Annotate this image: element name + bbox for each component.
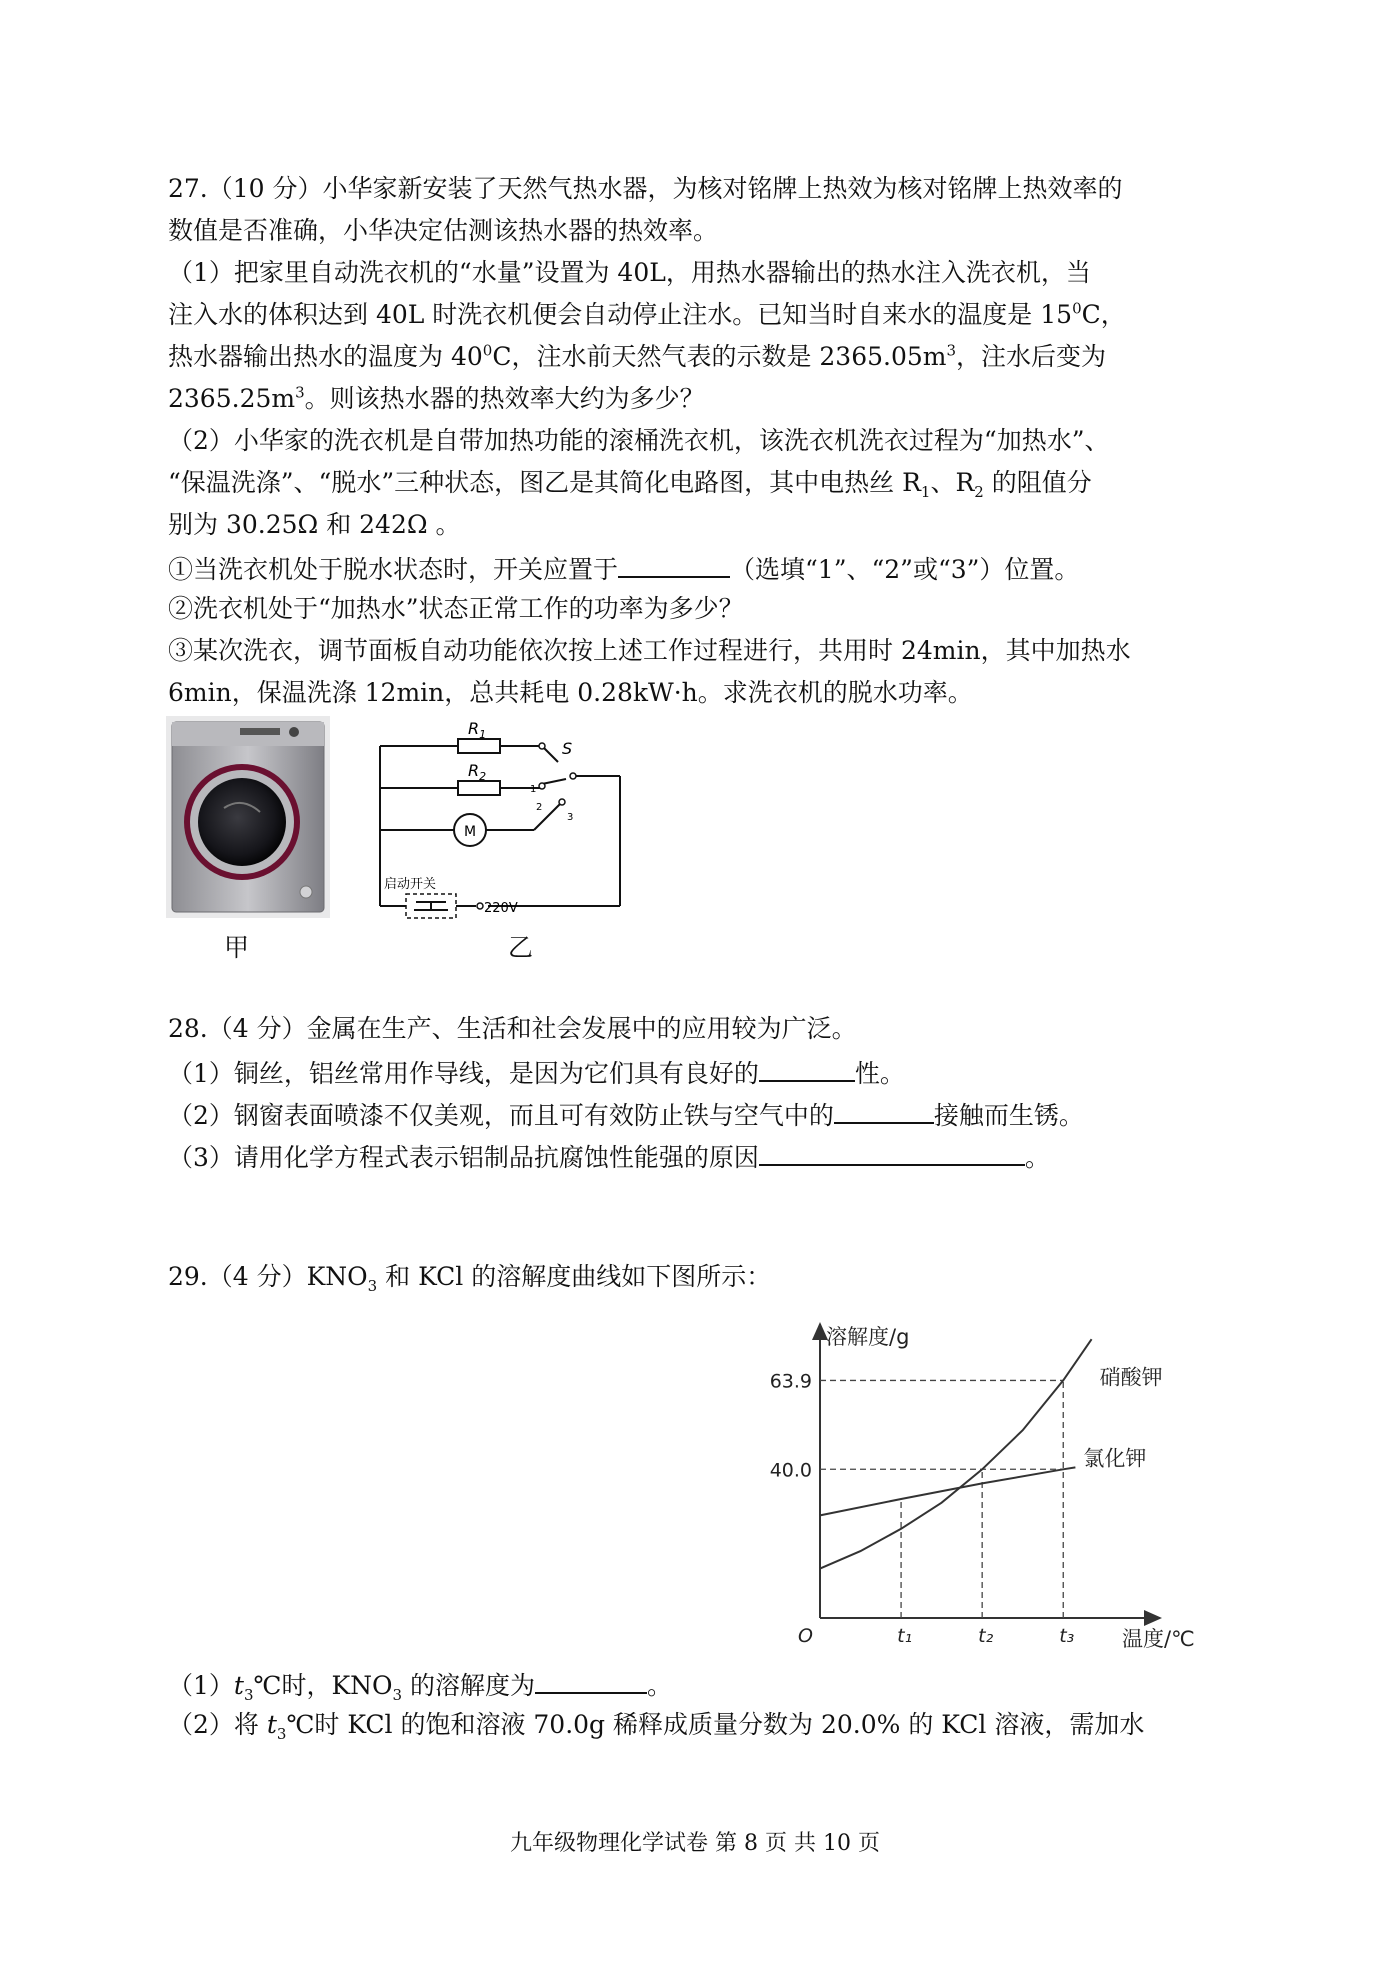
q27-number: 27. xyxy=(168,174,208,203)
series-line-kcl xyxy=(820,1467,1075,1515)
x-tick-label: t₁ xyxy=(897,1625,913,1647)
origin-label: O xyxy=(798,1625,813,1647)
q28-part2: （2）钢窗表面喷漆不仅美观，而且可有效防止铁与空气中的 接触而生锈。 xyxy=(168,1096,1084,1133)
q27-part2-line-3: 别为 30.25Ω 和 242Ω 。 xyxy=(168,510,461,539)
x-tick-label: t₃ xyxy=(1059,1625,1075,1647)
resistor-r2 xyxy=(458,781,500,795)
solubility-chart xyxy=(740,1316,1195,1651)
svg-text:3: 3 xyxy=(567,812,574,823)
washing-machine-image xyxy=(166,716,330,918)
q27-sub1-line: ①当洗衣机处于脱水状态时，开关应置于 （选填“1”、“2”或“3”）位置。 xyxy=(168,550,1079,587)
switch-label: S xyxy=(562,739,573,758)
q27-part1-line-2: 注入水的体积达到 40L 时洗衣机便会自动停止注水。已知当时自来水的温度是 $15^0C$， xyxy=(168,299,1126,329)
q27-score: （10 分） xyxy=(207,174,323,203)
series-label-kcl: 氯化钾 xyxy=(1083,1446,1147,1471)
q27-part2-line-1: （2）小华家的洗衣机是自带加热功能的滚桶洗衣机，该洗衣机洗衣过程为“加热水”、 xyxy=(168,426,1110,455)
start-switch-label: 启动开关 xyxy=(384,877,437,892)
q27-sub2-line: ②洗衣机处于“加热水”状态正常工作的功率为多少？ xyxy=(168,594,744,623)
resistor-r1 xyxy=(458,739,500,753)
q27-part1-line-3: 热水器输出热水的温度为 $40^0C$，注水前天然气表的示数是 $2365.05m^3$，注水后变为 xyxy=(168,341,1107,371)
x-tick-label: t₂ xyxy=(978,1625,994,1647)
figure-jia-caption: 甲 xyxy=(224,933,250,962)
motor-label: M xyxy=(464,824,477,840)
page-footer: 九年级物理化学试卷 第 8 页 共 10 页 xyxy=(510,1831,880,1856)
svg-text:1: 1 xyxy=(530,784,537,795)
circuit-diagram xyxy=(370,718,630,916)
page-total: 10 xyxy=(822,1831,851,1856)
x-axis-label: 温度/℃ xyxy=(1122,1627,1195,1651)
y-axis-label: 溶解度/g xyxy=(826,1325,910,1349)
q28-part1: （1）铜丝，铝丝常用作导线，是因为它们具有良好的 性。 xyxy=(168,1054,905,1091)
q28-part3-answer-blank[interactable] xyxy=(759,1138,1025,1166)
q27-part1-line-1: （1）把家里自动洗衣机的“水量”设置为 40L，用热水器输出的热水注入洗衣机，当 xyxy=(168,258,1091,287)
figure-yi-caption: 乙 xyxy=(508,933,534,962)
q28-stem: 28.（4 分）金属在生产、生活和社会发展中的应用较为广泛。 xyxy=(168,1014,857,1043)
page-number: 8 xyxy=(744,1831,758,1856)
q29-stem: 29.（4 分）$KNO_3$ 和 KCl 的溶解度曲线如下图所示： xyxy=(168,1262,772,1295)
q29-part1-answer-blank[interactable] xyxy=(535,1666,647,1694)
switch-s xyxy=(570,773,576,779)
y-tick-label: 63.9 xyxy=(769,1370,812,1393)
q27-sub3-line-1: ③某次洗衣，调节面板自动功能依次按上述工作过程进行，共用时 24min，其中加热水 xyxy=(168,636,1131,665)
q27-sub3-line-2: 6min，保温洗涤 12min，总共耗电 0.28kW·h。求洗衣机的脱水功率。 xyxy=(168,678,973,707)
q29-part1: $(1)t_3℃$时，$KNO_3$ 的溶解度为 。 xyxy=(168,1666,672,1703)
q28-part3: （3）请用化学方程式表示铝制品抗腐蚀性能强的原因 。 xyxy=(168,1138,1050,1175)
q28-part2-answer-blank[interactable] xyxy=(834,1096,934,1124)
chart-series xyxy=(820,1339,1092,1568)
series-label-kno3: 硝酸钾 xyxy=(1099,1365,1163,1390)
svg-text:2: 2 xyxy=(536,802,543,813)
series-line-kno3 xyxy=(820,1339,1092,1568)
q27-stem-line-2: 数值是否准确，小华决定估测该热水器的热效率。 xyxy=(168,216,719,245)
chart-guide-lines xyxy=(820,1380,1063,1618)
y-tick-label: 40.0 xyxy=(769,1459,812,1482)
svg-text:R1: $R_1$ xyxy=(468,719,487,741)
q27-stem-line-1: 27.（10 分）小华家新安装了天然气热水器，为核对铭牌上热效为核对铭牌上热效率的 xyxy=(168,174,1123,203)
q27-sub1-answer-blank[interactable] xyxy=(618,550,730,578)
q27-part1-line-4: $2365.25m^3$。则该热水器的热效率大约为多少？ xyxy=(168,383,705,413)
q29-part2: （2）将 $t_3℃$时 KCl 的饱和溶液 70.0g 稀释成质量分数为 20.0% 的 KCl 溶液，需加水 xyxy=(168,1710,1145,1743)
q27-part2-line-2: “保温洗涤”、“脱水”三种状态，图乙是其简化电路图，其中电热丝 $R_1$、$R_2$ 的阻值分 xyxy=(168,468,1092,501)
voltage-label: 220V xyxy=(484,901,518,916)
svg-text:R2: $R_2$ xyxy=(468,761,487,783)
q28-part1-answer-blank[interactable] xyxy=(759,1054,855,1082)
